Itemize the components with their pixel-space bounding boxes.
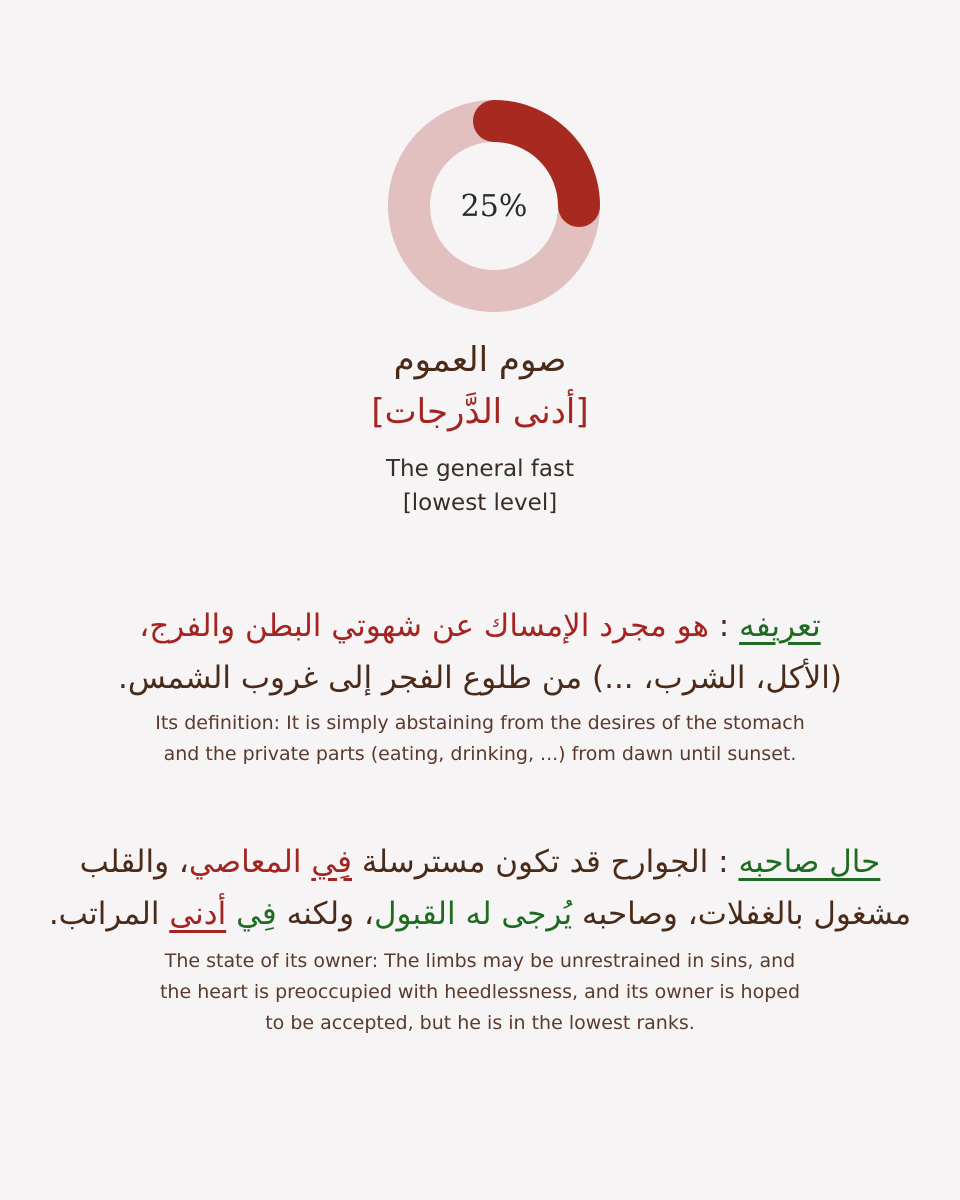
state-line2-b: ، وصاحبه	[572, 896, 698, 932]
definition-english-line1: Its definition: It is simply abstaining from the desires of the stomach	[155, 712, 805, 734]
state-arabic-line2	[0, 888, 960, 940]
definition-arabic-line2: (الأكل، الشرب، ...) من طلوع الفجر إلى غروب الشمس.	[117, 660, 842, 696]
state-english-line2: the heart is preoccupied with heedlessness, and its owner is hoped	[159, 981, 801, 1003]
progress-ring	[388, 100, 600, 312]
state-line2-e: المراتب.	[48, 896, 170, 932]
definition-label: تعريفه	[739, 608, 821, 644]
english-title-line2: [lowest level]	[402, 490, 558, 516]
state-line2-c: يُرجى له القبول	[373, 896, 573, 932]
definition-english	[0, 708, 960, 770]
arabic-title: صوم العموم	[393, 340, 567, 380]
state-line2-adna: أدنى	[169, 896, 227, 932]
state-line2-fi: فِي	[236, 896, 277, 932]
definition-english-line2: and the private parts (eating, drinking, ...) from dawn until sunset.	[163, 743, 797, 765]
definition-arabic	[0, 600, 960, 704]
state-line1-b: ، والقلب	[79, 844, 189, 880]
state-colon: :	[708, 844, 739, 880]
english-title-line1: The general fast	[385, 456, 574, 482]
state-line1-a: الجوارح قد تكون مسترسلة	[352, 844, 709, 880]
definition-colon: :	[708, 608, 740, 644]
arabic-subtitle: [أدنى الدَّرجات]	[371, 392, 589, 432]
english-title	[0, 452, 960, 520]
definition-line1-text: هو مجرد الإمساك عن شهوتي البطن والفرج،	[139, 608, 709, 644]
state-english-line3: to be accepted, but he is in the lowest ranks.	[265, 1012, 695, 1034]
state-label: حال صاحبه	[738, 844, 881, 880]
state-english-line1: The state of its owner: The limbs may be unrestrained in sins, and	[164, 950, 796, 972]
definition-arabic-line1	[0, 600, 960, 652]
state-line2-space	[226, 896, 236, 932]
state-arabic	[0, 836, 960, 940]
state-line1-fi: فِي	[311, 844, 352, 880]
state-arabic-line1	[0, 836, 960, 888]
state-line2-d: ، ولكنه	[276, 896, 374, 932]
state-english	[0, 946, 960, 1039]
state-line1-maasi: المعاصي	[188, 844, 312, 880]
progress-percentage: 25%	[460, 188, 528, 224]
state-line2-a: مشغول بالغفلات	[697, 896, 912, 932]
